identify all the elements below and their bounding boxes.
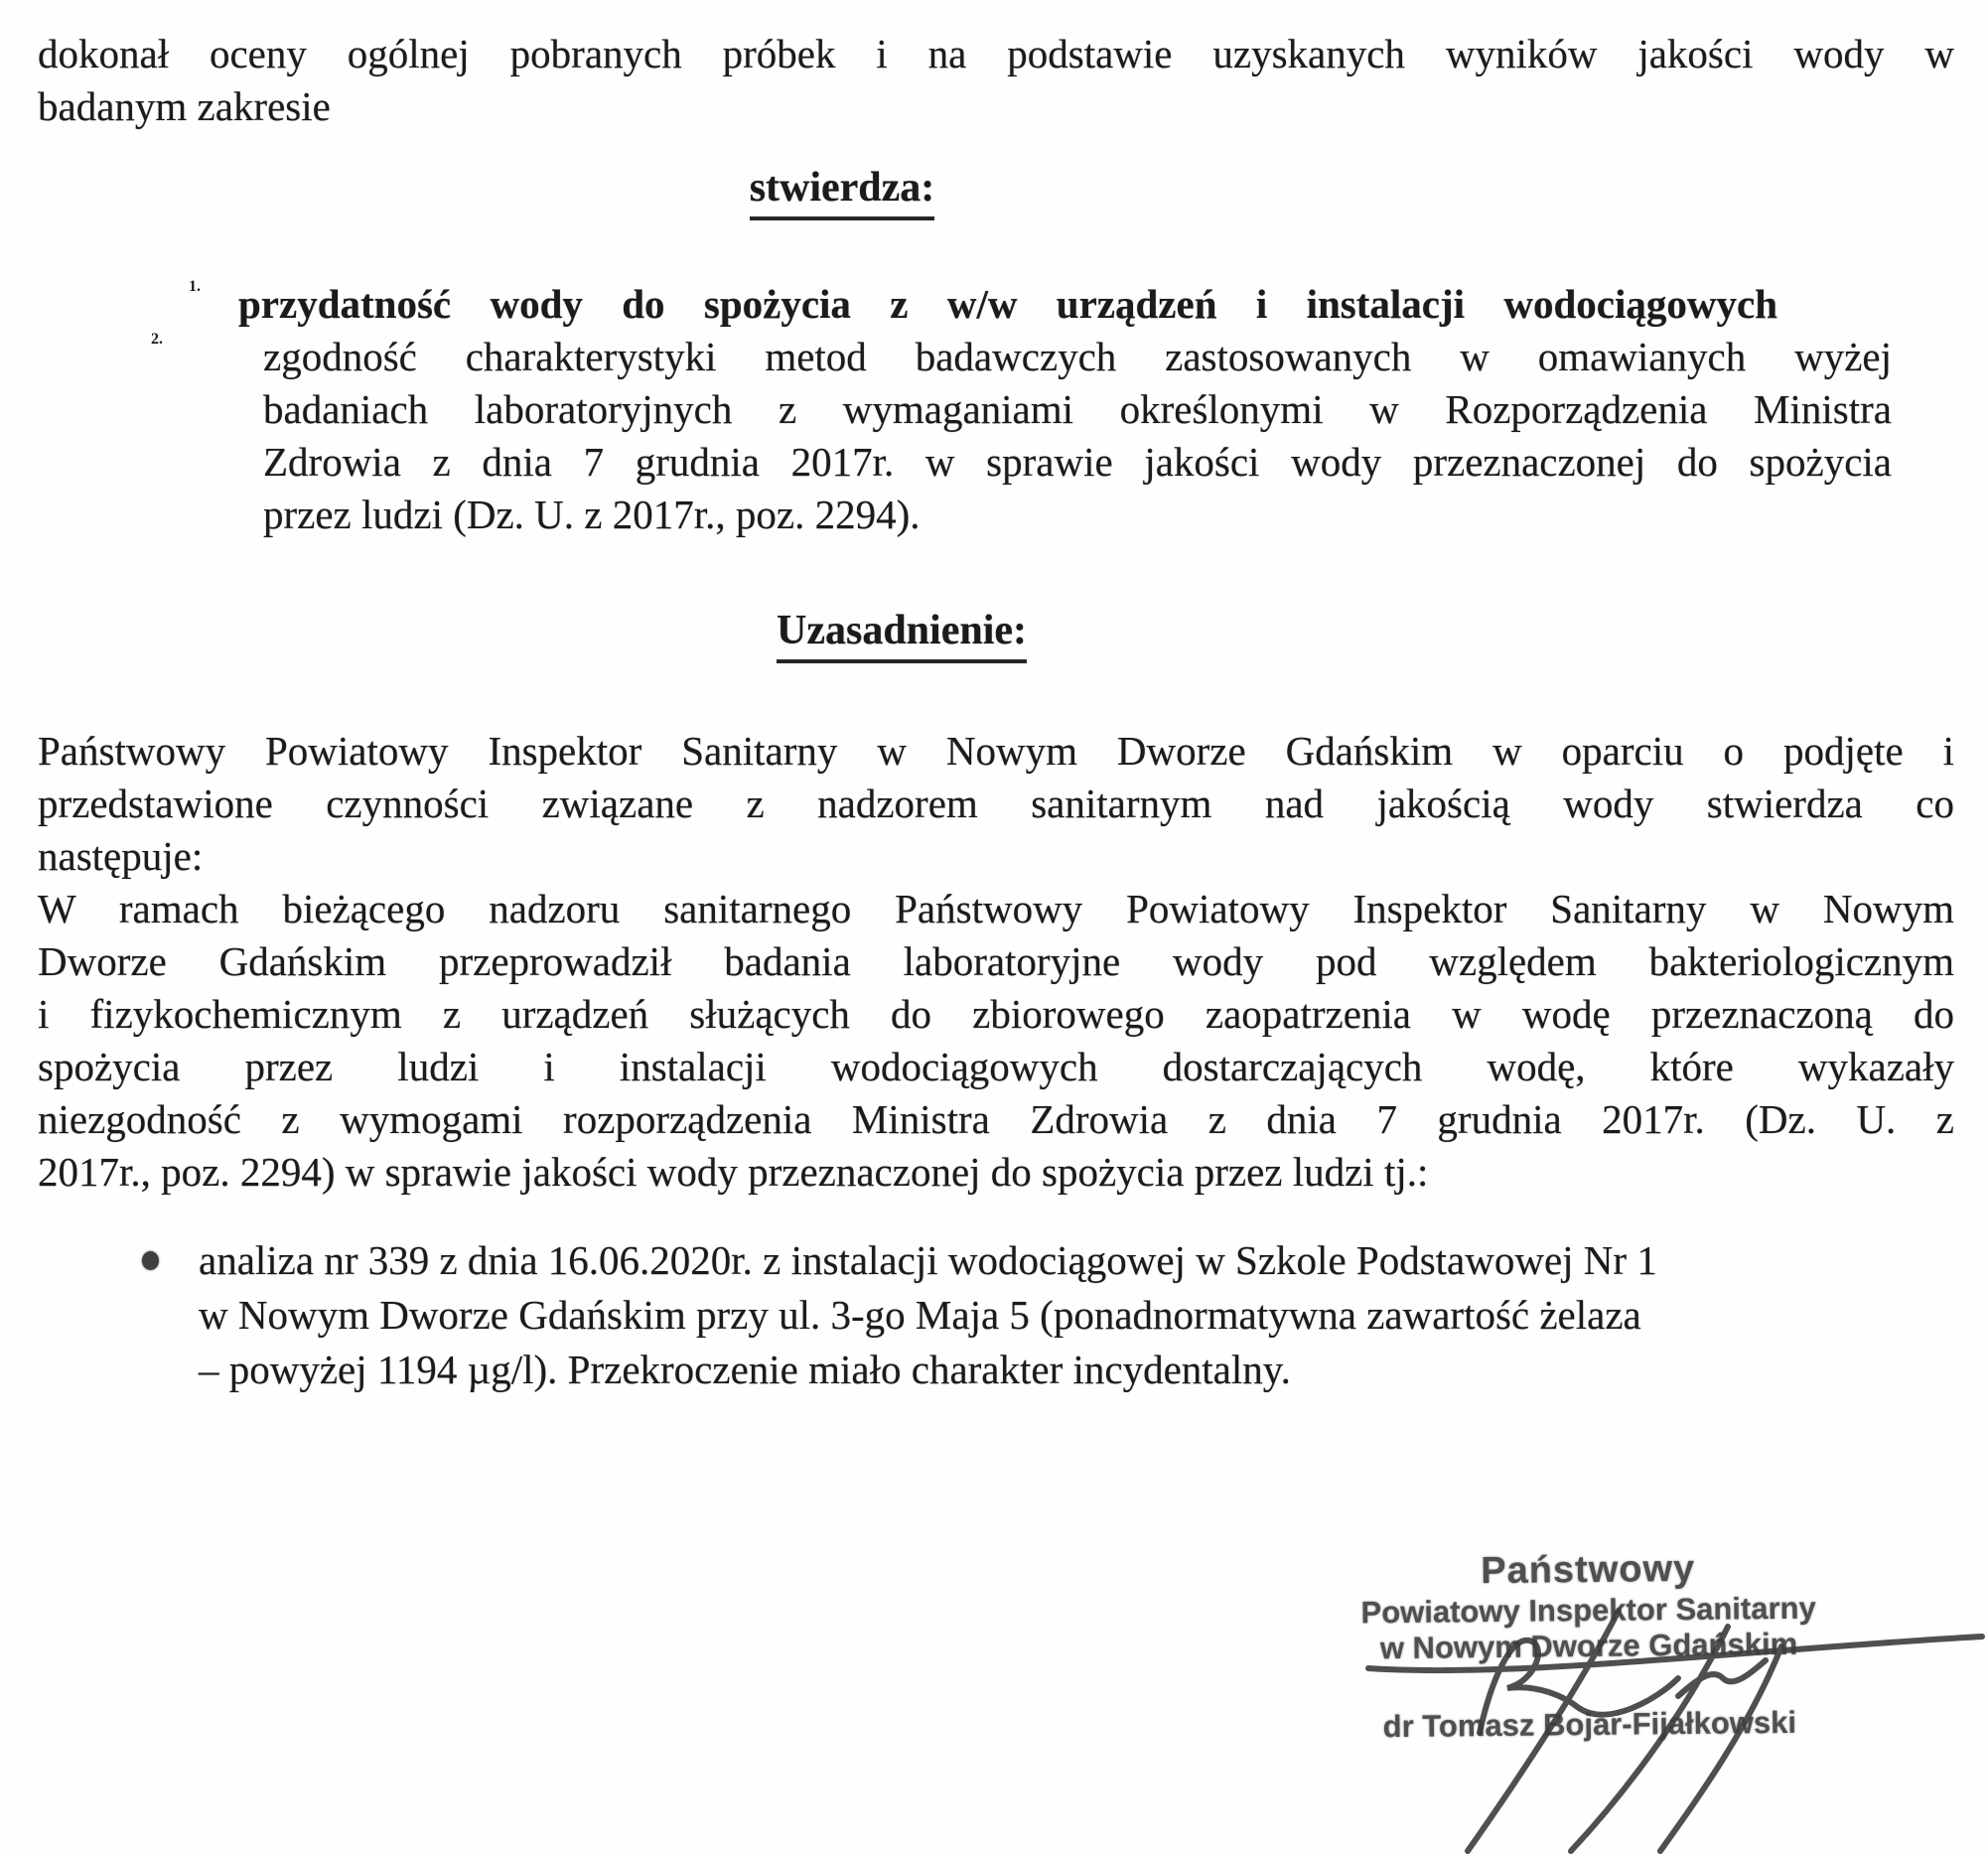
heading-stwierdza-text: stwierdza: — [750, 163, 935, 220]
bullet-line: – powyżej 1194 µg/l). Przekroczenie miało charakter incydentalny. — [199, 1347, 1291, 1392]
stamp-line: w Nowym Dworze Gdańskim — [1379, 1626, 1798, 1666]
paragraph-line: spożycia przez ludzi i instalacji wodociągowych dostarczających wodę, które wykazały — [38, 1044, 1954, 1089]
list-item-2-number: 2. — [151, 331, 163, 348]
paragraph-line: Państwowy Powiatowy Inspektor Sanitarny w Nowym Dworze Gdańskim w oparciu o podjęte i — [38, 728, 1954, 774]
list-item-2-line: przez ludzi (Dz. U. z 2017r., poz. 2294). — [263, 492, 921, 537]
stamp-line: Powiatowy Inspektor Sanitarny — [1360, 1590, 1816, 1631]
intro-paragraph — [38, 28, 1954, 133]
bullet-dot-icon — [142, 1251, 159, 1270]
list-item-2-line: zgodność charakterystyki metod badawczych zastosowanych w omawianych wyżej — [263, 334, 1892, 379]
paragraph-line: przedstawione czynności związane z nadzorem sanitarnym nad jakością wody stwierdza co — [38, 781, 1954, 826]
paragraph-line: Dworze Gdańskim przeprowadził badania laboratoryjne wody pod względem bakteriologicznym — [38, 938, 1954, 984]
stamp-line: Państwowy — [1481, 1547, 1696, 1593]
list-item-2 — [151, 331, 1892, 541]
list-item-2-line: badaniach laboratoryjnych z wymaganiami określonymi w Rozporządzenia Ministra — [263, 386, 1892, 432]
heading-uzasadnienie-text: Uzasadnienie: — [777, 606, 1027, 663]
heading-stwierdza — [0, 163, 1988, 220]
paragraph-line: niezgodność z wymogami rozporządzenia Ministra Zdrowia z dnia 7 grudnia 2017r. (Dz. U. z — [38, 1096, 1954, 1142]
justification-paragraph — [38, 725, 1954, 1199]
list-item-1 — [189, 278, 1777, 331]
list-item-1-number: 1. — [189, 278, 201, 295]
paragraph-line: następuje: — [38, 833, 204, 879]
intro-line: badanym zakresie — [38, 83, 331, 129]
list-item-2-line: Zdrowia z dnia 7 grudnia 2017r. w sprawie jakości wody przeznaczonej do spożycia — [263, 439, 1892, 485]
paragraph-line: i fizykochemicznym z urządzeń służących do zbiorowego zaopatrzenia w wodę przeznaczoną do — [38, 991, 1954, 1037]
paragraph-line: W ramach bieżącego nadzoru sanitarnego Państwowy Powiatowy Inspektor Sanitarny w Nowym — [38, 886, 1954, 931]
bullet-line: analiza nr 339 z dnia 16.06.2020r. z instalacji wodociągowej w Szkole Podstawowej Nr 1 — [199, 1237, 1657, 1283]
findings-list — [0, 278, 1988, 541]
paragraph-line: 2017r., poz. 2294) w sprawie jakości wody przeznaczonej do spożycia przez ludzi tj.: — [38, 1149, 1429, 1195]
bullet-line: w Nowym Dworze Gdańskim przy ul. 3-go Maja 5 (ponadnormatywna zawartość żelaza — [199, 1292, 1641, 1338]
intro-line: dokonał oceny ogólnej pobranych próbek i na podstawie uzyskanych wyników jakości wody w — [38, 31, 1954, 76]
official-stamp — [1240, 1543, 1937, 1746]
list-item-1-text: przydatność wody do spożycia z w/w urządzeń i instalacji wodociągowych — [238, 281, 1777, 327]
analysis-bullet-item — [199, 1233, 1902, 1397]
stamp-signatory-name: dr Tomasz Bojar-Fijałkowski — [1382, 1704, 1797, 1745]
heading-uzasadnienie — [0, 606, 1988, 663]
